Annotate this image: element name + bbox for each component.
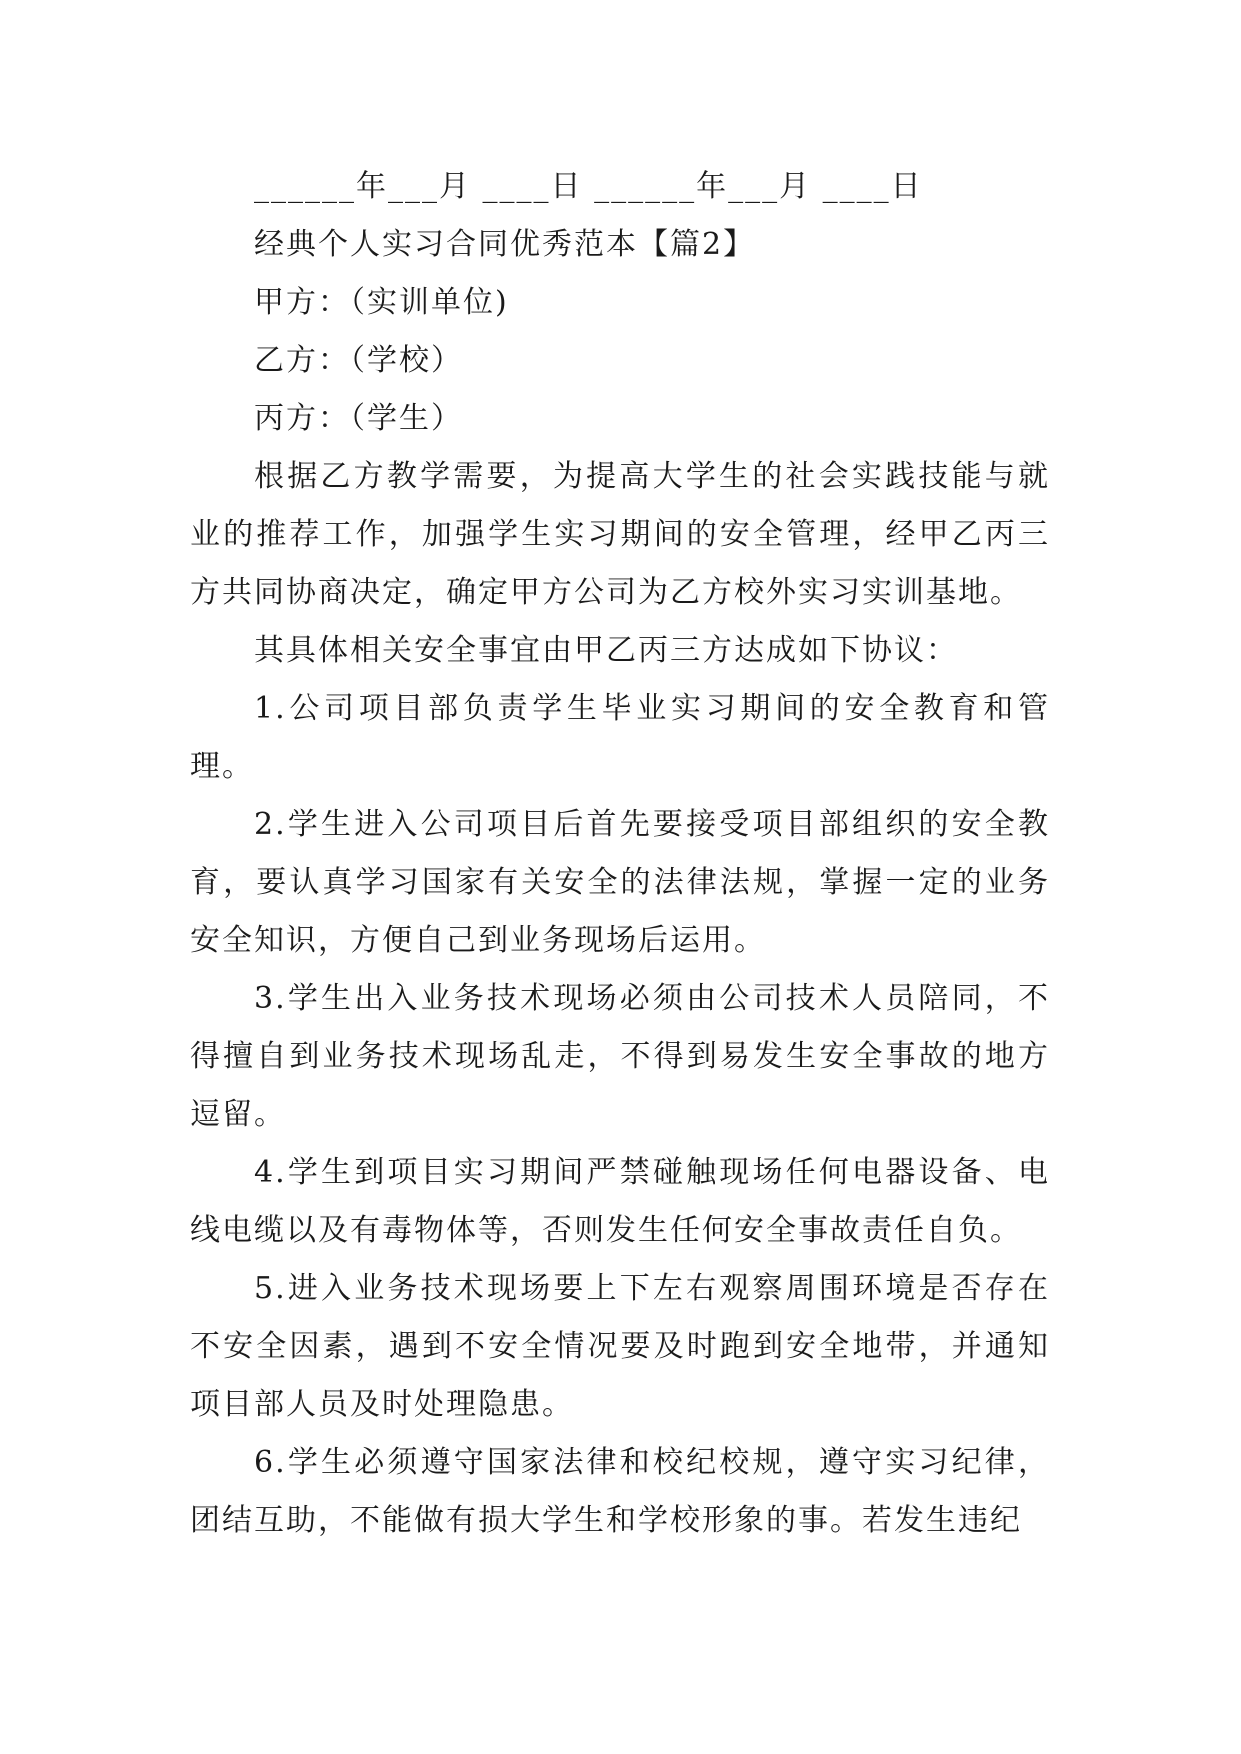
- clause-3: 3.学生出入业务技术现场必须由公司技术人员陪同，不得擅自到业务技术现场乱走，不得到易发生安全事故的地方逗留。: [190, 981, 1050, 1132]
- party-b-label: 乙方：（学校）: [254, 343, 463, 378]
- clause-2: 2.学生进入公司项目后首先要接受项目部组织的安全教育，要认真学习国家有关安全的法律法规，掌握一定的业务安全知识，方便自己到业务现场后运用。: [190, 807, 1050, 958]
- party-c-label: 丙方：（学生）: [254, 401, 463, 436]
- signature-date-line: ______年___月 ____日 ______年___月 ____日: [254, 169, 923, 204]
- clause-4: 4.学生到项目实习期间严禁碰触现场任何电器设备、电线电缆以及有毒物体等，否则发生任何安全事故责任自负。: [190, 1155, 1050, 1248]
- clause-5: 5.进入业务技术现场要上下左右观察周围环境是否存在不安全因素，遇到不安全情况要及时跑到安全地带，并通知项目部人员及时处理隐患。: [190, 1271, 1050, 1422]
- clause-6: 6.学生必须遵守国家法律和校纪校规，遵守实习纪律，团结互助，不能做有损大学生和学校形象的事。若发生违纪: [190, 1445, 1050, 1538]
- intro-paragraph: 根据乙方教学需要，为提高大学生的社会实践技能与就业的推荐工作，加强学生实习期间的安全管理，经甲乙丙三方共同协商决定，确定甲方公司为乙方校外实习实训基地。: [190, 459, 1050, 610]
- document-content: [190, 158, 1050, 1550]
- party-a-label: 甲方：（实训单位): [254, 285, 509, 320]
- clause-1: 1.公司项目部负责学生毕业实习期间的安全教育和管理。: [190, 691, 1050, 784]
- document-title: 经典个人实习合同优秀范本【篇2】: [254, 227, 756, 262]
- agreement-intro: 其具体相关安全事宜由甲乙丙三方达成如下协议：: [254, 633, 958, 668]
